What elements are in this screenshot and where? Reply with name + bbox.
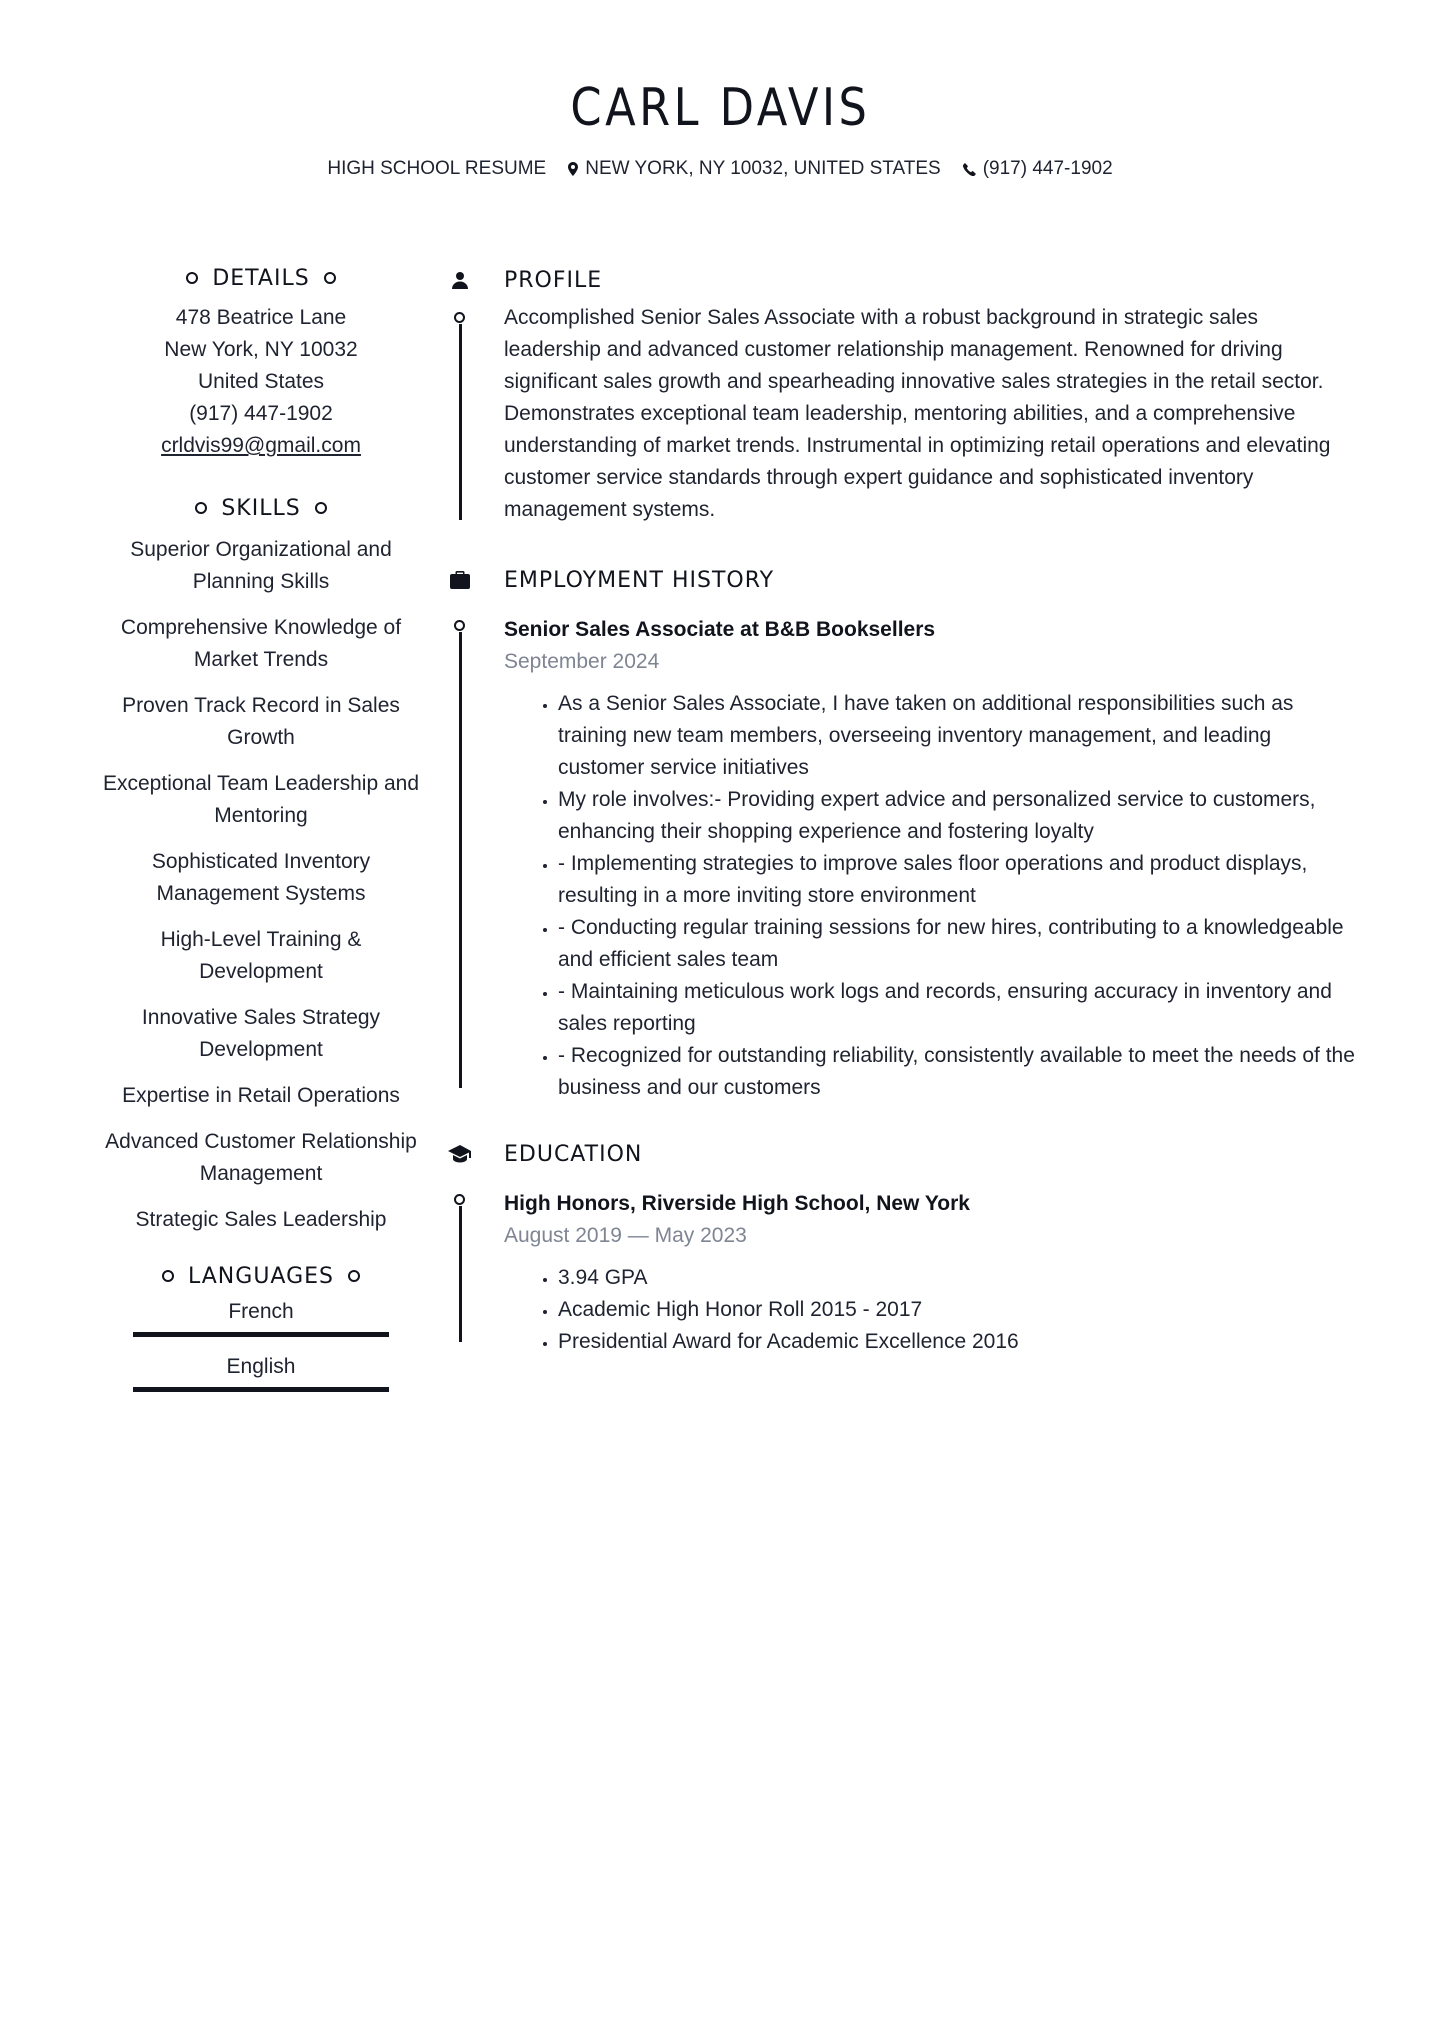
skill-item: Innovative Sales Strategy Development — [141, 1006, 381, 1061]
profile-heading — [440, 262, 1360, 298]
profile-section — [440, 262, 1360, 562]
employment-section — [440, 562, 1360, 1136]
skill-item: Advanced Customer Relationship Management — [105, 1130, 417, 1185]
graduation-cap-icon — [448, 1145, 472, 1163]
education-heading-text: EDUCATION — [504, 1141, 643, 1167]
job-bullet: • - Recognized for outstanding reliability, consistently available to meet the needs of the business and our customers — [558, 1040, 1360, 1104]
resume-type-label: HIGH SCHOOL RESUME — [327, 158, 547, 179]
header-phone — [963, 158, 1113, 180]
header-location-text: NEW YORK, NY 10032, UNITED STATES — [585, 158, 941, 179]
details-heading-text: DETAILS — [212, 265, 310, 291]
phone-icon — [963, 163, 976, 176]
skill-item: Expertise in Retail Operations — [122, 1084, 400, 1107]
job-bullet: • My role involves:- Providing expert advice and personalized service to customers, enhancing their shopping experience and fostering loyalty — [558, 784, 1360, 848]
map-pin-icon — [568, 162, 578, 176]
person-icon — [451, 271, 469, 289]
details-phone: (917) 447-1902 — [189, 402, 333, 425]
education-bullets — [504, 1262, 1360, 1358]
skill-item: Exceptional Team Leadership and Mentoring — [103, 772, 419, 827]
skills-list — [96, 534, 426, 1236]
languages-list — [96, 1296, 426, 1392]
job-bullet: • - Maintaining meticulous work logs and records, ensuring accuracy in inventory and sales reporting — [558, 976, 1360, 1040]
education-bullet: • Academic High Honor Roll 2015 - 2017 — [558, 1294, 1360, 1326]
language-name: French — [228, 1300, 294, 1323]
timeline-dot — [454, 312, 465, 323]
job-title: Senior Sales Associate at B&B Booksellers — [504, 618, 936, 641]
languages-heading-text: LANGUAGES — [188, 1263, 334, 1289]
header-subline — [0, 158, 1440, 180]
skills-heading-text: SKILLS — [221, 495, 301, 521]
language-item — [133, 1296, 389, 1337]
education-title: High Honors, Riverside High School, New York — [504, 1192, 970, 1215]
timeline-rail — [459, 1206, 462, 1342]
header-phone-text: (917) 447-1902 — [982, 158, 1113, 179]
timeline-rail — [459, 632, 462, 1088]
job-bullet: • - Conducting regular training sessions for new hires, contributing to a knowledgeable and efficient sales team — [558, 912, 1360, 976]
details-block — [96, 302, 426, 462]
candidate-name: CARL DAVIS — [570, 78, 870, 138]
briefcase-icon — [450, 571, 470, 589]
skills-heading — [96, 492, 426, 524]
skill-item: Superior Organizational and Planning Skills — [130, 538, 392, 593]
left-column — [96, 262, 426, 1406]
skill-item: Strategic Sales Leadership — [135, 1208, 387, 1231]
education-heading — [440, 1136, 1360, 1172]
language-item — [133, 1351, 389, 1392]
timeline-dot — [454, 620, 465, 631]
education-entry — [504, 1188, 1360, 1358]
employment-heading-text: EMPLOYMENT HISTORY — [504, 567, 775, 593]
address-country: United States — [197, 370, 325, 393]
job-bullet: • - Implementing strategies to improve sales floor operations and product displays, resulting in a more inviting store environment — [558, 848, 1360, 912]
ring-icon — [162, 1270, 174, 1282]
address-line-1: 478 Beatrice Lane — [175, 306, 347, 329]
language-level-bar — [133, 1387, 389, 1392]
timeline-dot — [454, 1194, 465, 1205]
skill-item: Sophisticated Inventory Management Systems — [151, 850, 371, 905]
email-link[interactable]: crldvis99@gmail.com — [161, 434, 361, 457]
timeline-rail — [459, 324, 462, 520]
education-bullet: • Presidential Award for Academic Excellence 2016 — [558, 1326, 1360, 1358]
ring-icon — [315, 502, 327, 514]
address-line-2: New York, NY 10032 — [164, 338, 358, 361]
skill-item: Comprehensive Knowledge of Market Trends — [120, 616, 402, 671]
skill-item: Proven Track Record in Sales Growth — [122, 694, 400, 749]
skill-item: High-Level Training & Development — [160, 928, 362, 983]
education-section — [440, 1136, 1360, 1376]
ring-icon — [186, 272, 198, 284]
language-level-bar — [133, 1332, 389, 1337]
education-bullet: • 3.94 GPA — [558, 1262, 1360, 1294]
profile-heading-text: PROFILE — [504, 267, 603, 293]
header-location — [568, 158, 940, 180]
job-entry — [504, 614, 1360, 1104]
details-heading — [96, 262, 426, 294]
education-date: August 2019 — May 2023 — [504, 1224, 747, 1247]
language-name: English — [226, 1355, 296, 1378]
job-bullets — [504, 688, 1360, 1104]
job-date: September 2024 — [504, 650, 660, 673]
job-bullet: • As a Senior Sales Associate, I have taken on additional responsibilities such as training new team members, overseeing inventory management, and leading customer service initiatives — [558, 688, 1360, 784]
resume-type — [327, 158, 546, 180]
resume-header — [0, 78, 1440, 180]
profile-text: Accomplished Senior Sales Associate with a robust background in strategic sales leadership and advanced customer relationship management. Renowned for driving significant sales growth and spearheading innovative sales strategies in the retail sector. Demonstrates exceptional team leadership, mentoring abilities, and a comprehensive understanding of market trends. Instrumental in optimizing retail operations and elevating customer service standards through expert guidance and sophisticated inventory management systems. — [504, 306, 1331, 521]
ring-icon — [324, 272, 336, 284]
right-column — [440, 262, 1360, 1376]
ring-icon — [195, 502, 207, 514]
languages-heading — [96, 1260, 426, 1292]
ring-icon — [348, 1270, 360, 1282]
employment-heading — [440, 562, 1360, 598]
